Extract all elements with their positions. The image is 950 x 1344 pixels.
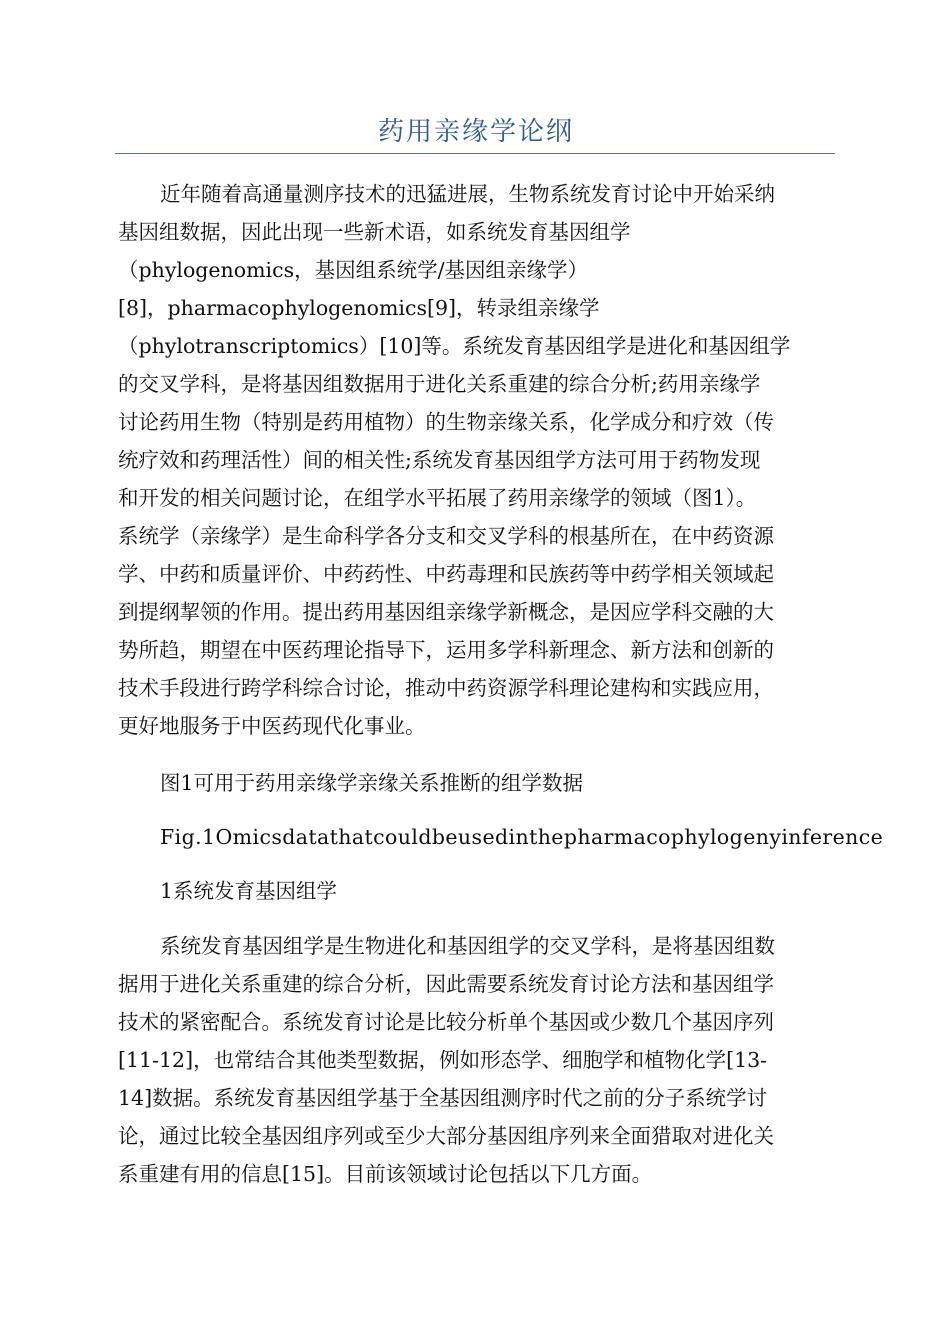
paragraph-line: 的交叉学科，是将基因组数据用于进化关系重建的综合分析;药用亲缘学	[118, 372, 761, 396]
paragraph-line: 势所趋，期望在中医药理论指导下，运用多学科新理念、新方法和创新的	[118, 638, 774, 662]
document-title: 药用亲缘学论纲	[377, 117, 574, 147]
paragraph-line: 基因组数据，因此出现一些新术语，如系统发育基因组学	[118, 220, 631, 244]
paragraph-line: 更好地服务于中医药现代化事业。	[118, 714, 426, 738]
paragraph-line: 技术手段进行跨学科综合讨论，推动中药资源学科理论建构和实践应用，	[118, 676, 774, 700]
paragraph-line: 14]数据。系统发育基因组学基于全基因组测序时代之前的分子系统学讨	[118, 1086, 768, 1110]
paragraph-line: 讨论药用生物（特别是药用植物）的生物亲缘关系，化学成分和疗效（传	[118, 410, 774, 434]
paragraph-line: 系统发育基因组学是生物进化和基因组学的交叉学科，是将基因组数	[160, 934, 775, 958]
title-underline	[115, 153, 835, 154]
paragraph-line: [8]，pharmacophylogenomics[9]，转录组亲缘学	[118, 296, 600, 320]
paragraph-line: 和开发的相关问题讨论，在组学水平拓展了药用亲缘学的领域（图1）。	[118, 486, 757, 510]
paragraph-line: （phylogenomics，基因组系统学/基因组亲缘学）	[118, 258, 589, 282]
paragraph-line: 技术的紧密配合。系统发育讨论是比较分析单个基因或少数几个基因序列	[118, 1010, 774, 1034]
paragraph-line: 到提纲挈领的作用。提出药用基因组亲缘学新概念，是因应学科交融的大	[118, 600, 774, 624]
figure-caption-cn: 图1可用于药用亲缘学亲缘关系推断的组学数据	[160, 771, 584, 795]
paragraph-line: （phylotranscriptomics）[10]等。系统发育基因组学是进化和基因组学	[118, 334, 791, 358]
paragraph-line: 据用于进化关系重建的综合分析，因此需要系统发育讨论方法和基因组学	[118, 972, 774, 996]
paragraph-line: [11-12]，也常结合其他类型数据，例如形态学、细胞学和植物化学[13-	[118, 1048, 768, 1072]
paragraph-line: 近年随着高通量测序技术的迅猛进展，生物系统发育讨论中开始采纳	[160, 182, 775, 206]
paragraph-line: 统疗效和药理活性）间的相关性;系统发育基因组学方法可用于药物发现	[118, 448, 761, 472]
section-heading: 1系统发育基因组学	[160, 879, 338, 903]
paragraph-line: 学、中药和质量评价、中药药性、中药毒理和民族药等中药学相关领域起	[118, 562, 774, 586]
paragraph-line: 系统学（亲缘学）是生命科学各分支和交叉学科的根基所在，在中药资源	[118, 524, 774, 548]
paragraph-line: 系重建有用的信息[15]。目前该领域讨论包括以下几方面。	[118, 1162, 653, 1186]
figure-caption-en: Fig.1Omicsdatathatcouldbeusedinthepharmacophylogenyinference	[160, 825, 884, 849]
paragraph-line: 论，通过比较全基因组序列或至少大部分基因组序列来全面猎取对进化关	[118, 1124, 774, 1148]
